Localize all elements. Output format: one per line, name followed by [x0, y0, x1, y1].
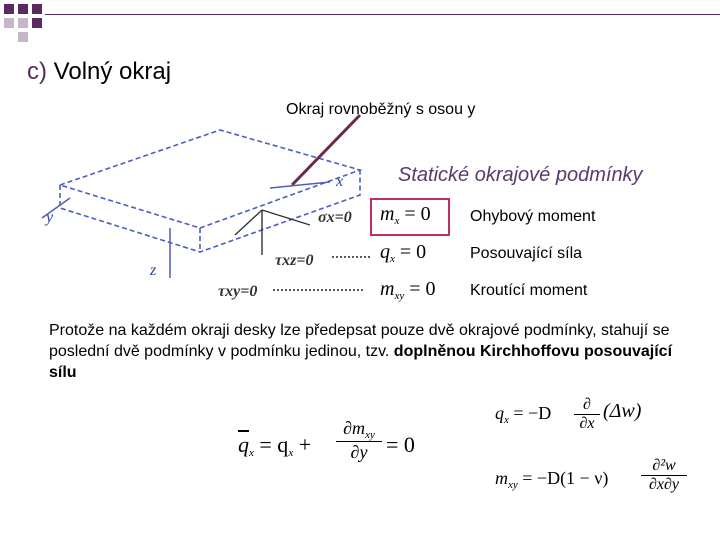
plate-top-face [60, 130, 360, 228]
equation-qx-fraction: ∂ ∂x [574, 396, 600, 433]
paragraph-bold: doplněnou Kirchhoffovu posouvající sílu [49, 343, 673, 381]
equation-kirchhoff-fraction: $\partial m_{xy}$ ∂y [336, 418, 382, 463]
slide-title [27, 58, 171, 86]
tau-xz-label: τxz=0 [275, 252, 314, 269]
plate-side-faces [60, 170, 360, 252]
deco-square [18, 18, 28, 28]
axis-y-label: y [46, 209, 54, 226]
condition-label-torsion: Kroutící moment [470, 282, 588, 299]
equation-mxy: $m_{xy} = -D(1 - \nu)$ [495, 468, 609, 491]
deco-square [4, 18, 14, 28]
edge-pointer [292, 115, 360, 185]
condition-qx: $q_x = 0$ [380, 241, 427, 265]
header-rule [45, 14, 720, 15]
tau-xy-label: τxy=0 [218, 283, 258, 300]
sigma-label: σx=0 [318, 209, 352, 226]
deco-square [4, 4, 14, 14]
equation-mxy-fraction: ∂²w ∂x∂y [641, 457, 687, 494]
equation-qx-tail: (Δw) [603, 400, 642, 422]
deco-square [32, 18, 42, 28]
deco-square [18, 32, 28, 42]
equation-kirchhoff: $\overline{q}_x = q_x$ + [238, 432, 312, 459]
deco-square [32, 4, 42, 14]
condition-label-bending: Ohybový moment [470, 208, 596, 225]
axis-z-label: z [150, 262, 157, 279]
explanation-paragraph [49, 320, 689, 383]
edge-label: Okraj rovnoběžný s osou y [286, 101, 476, 118]
axis-x-label: x [336, 173, 344, 190]
paragraph-text: Protože na každém okraji desky lze předepsat pouze dvě okrajové podmínky, stahují se poslední dvě podmínky v podmínku jedinou, tzv. [49, 322, 670, 360]
static-conditions-title: Statické okrajové podmínky [398, 164, 643, 186]
deco-square [18, 4, 28, 14]
title-text: Volný okraj [47, 58, 172, 85]
condition-mxy: $m_{xy} = 0$ [380, 278, 436, 302]
title-letter: c) [27, 58, 47, 85]
equation-kirchhoff-end: = 0 [386, 432, 415, 457]
equation-qx: $q_x = -D$ [495, 403, 552, 426]
condition-label-shear: Posouvající síla [470, 245, 583, 262]
condition-mx: $m_x = 0$ [380, 203, 431, 227]
